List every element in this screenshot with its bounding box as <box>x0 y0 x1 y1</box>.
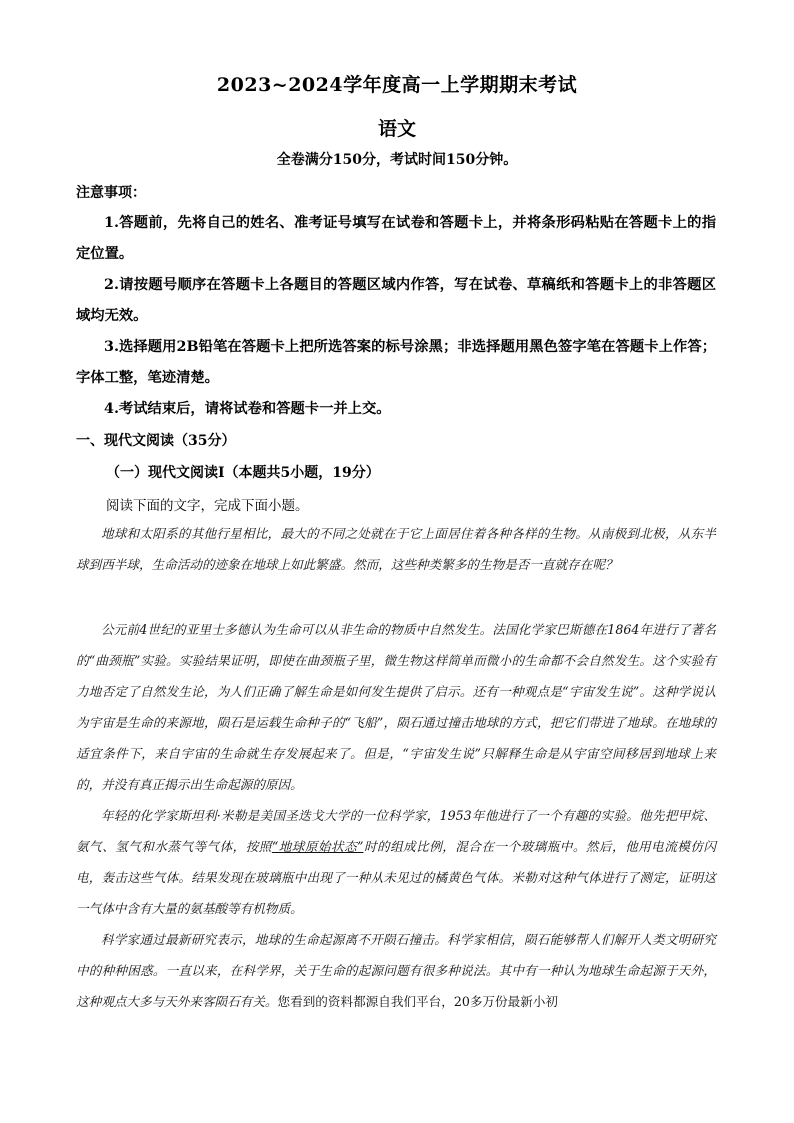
paragraph-4-text: 科学家通过最新研究表示，地球的生命起源离不开陨石撞击。科学家相信，陨石能够帮人们解开人类文明研究中的种种困惑。一直以来，在科学界，关于生命的起源问题有很多种说法。其中有一种认为地球生命起源于天外，这种观点大多与天外来客陨石有关。 <box>76 932 716 1009</box>
note-item-4: 4.考试结束后，请将试卷和答题卡一并上交。 <box>104 401 391 417</box>
passage-paragraph-2: 公元前4世纪的亚里士多德认为生命可以从非生命的物质中自然发生。法国化学家巴斯德在1864年进行了著名的“曲颈瓶”实验。实验结果证明，即使在曲颈瓶子里，微生物这样简单而微小的生命都不会自然发生。这个实验有力地否定了自然发生论，为人们正确了解生命是如何发生提供了启示。还有一种观点是“宇宙发生说”。这种学说认为宇宙是生命的来源地，陨石是运载生命种子的“飞船”，陨石通过撞击地球的方式，把它们带进了地球。在地球的适宜条件下，来自宇宙的生命就生存发展起来了。但是，“宇宙发生说”只解释生命是从宇宙空间移居到地球上来的，并没有真正揭示出生命起源的原因。 <box>76 622 716 792</box>
note-item-1: 1.答题前，先将自己的姓名、准考证号填写在试卷和答题卡上，并将条形码粘贴在答题卡上的指定位置。 <box>76 215 716 262</box>
subject-title: 语文 <box>377 118 416 140</box>
exam-info: 全卷满分150分，考试时间150分钟。 <box>276 152 518 168</box>
note-item-3: 3.选择题用2B铅笔在答题卡上把所选答案的标号涂黑；非选择题用黑色签字笔在答题卡上作答；字体工整，笔迹清楚。 <box>76 339 716 386</box>
underlined-phrase: “地球原始状态” <box>271 839 364 854</box>
paragraph-4-tail: 您看到的资料都源自我们平台，20多万份最新小初 <box>277 994 558 1009</box>
paragraph-3-text-b: 时的组成比例，混合在一个玻璃瓶中。然后，他用电流模仿闪电，轰击这些气体。结果发现在玻璃瓶中出现了一种从未见过的橘黄色气体。米勒对这种气体进行了测定，证明这一气体中含有大量的氨基酸等有机物质。 <box>76 839 716 916</box>
note-item-2: 2.请按题号顺序在答题卡上各题目的答题区域内作答，写在试卷、草稿纸和答题卡上的非答题区域均无效。 <box>76 277 716 324</box>
reading-instruction: 阅读下面的文字，完成下面小题。 <box>106 498 309 514</box>
exam-title: 2023~2024学年度高一上学期期末考试 <box>216 74 578 96</box>
paragraph-3-text-a: 年轻的化学家斯坦利·米勒是美国圣迭戈大学的一位科学家，1953年他进行了一个有趣的实验。他先把甲烷、氨气、氢气和水蒸气等气体，按照 <box>76 808 716 854</box>
passage-paragraph-1: 地球和太阳系的其他行星相比，最大的不同之处就在于它上面居住着各种各样的生物。从南极到北极，从东半球到西半球，生命活动的迹象在地球上如此繁盛。然而，这些种类繁多的生物是否一直就存在呢？ <box>76 526 716 572</box>
notes-heading: 注意事项： <box>76 185 146 201</box>
section-heading: 一、现代文阅读（35分） <box>76 433 236 449</box>
passage-paragraph-4 <box>76 924 716 1017</box>
subsection-heading: （一）现代文阅读Ⅰ（本题共5小题，19分） <box>106 465 380 481</box>
passage-paragraph-3 <box>76 800 716 924</box>
